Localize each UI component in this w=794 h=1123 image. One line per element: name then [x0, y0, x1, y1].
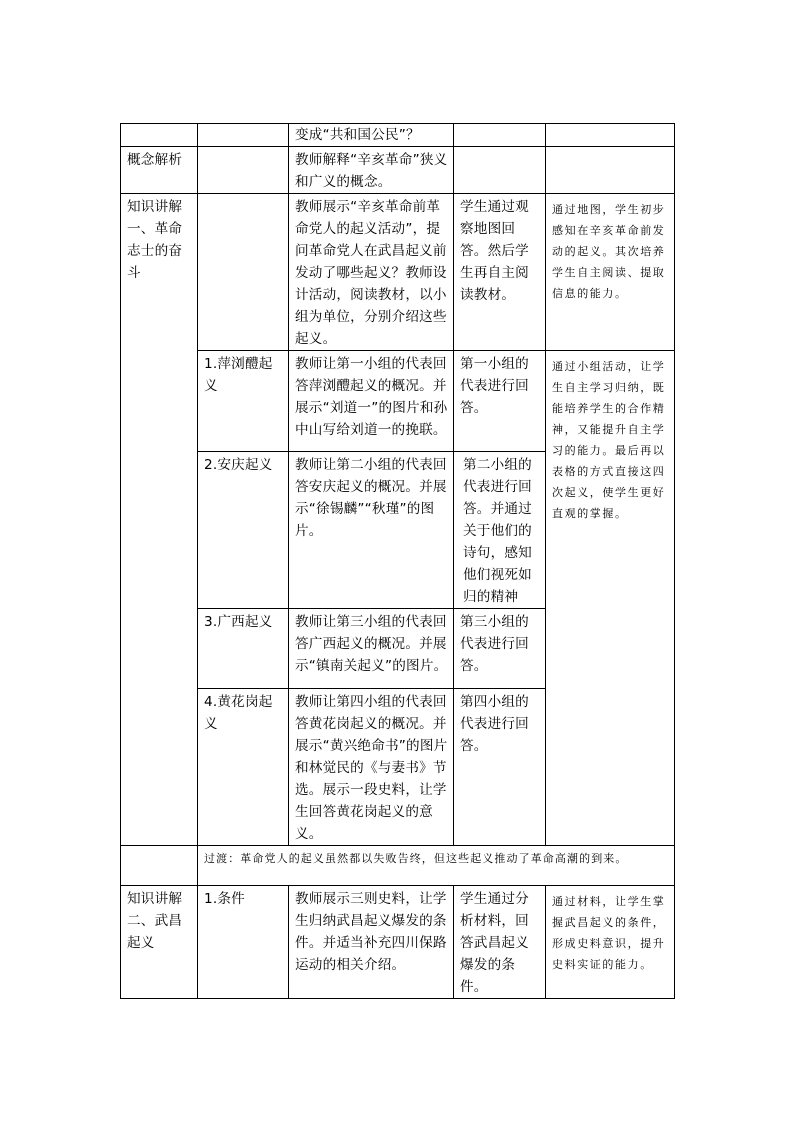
subtopic-label: 3.广西起义	[204, 614, 273, 630]
table-cell	[454, 194, 546, 351]
table-cell	[198, 452, 289, 609]
table-cell	[454, 609, 546, 689]
subtopic-label: 1.萍浏醴起义	[204, 356, 273, 394]
lesson-plan-table	[120, 123, 675, 999]
table-row	[121, 846, 675, 886]
table-cell	[289, 689, 454, 846]
design-intent-text: 通过小组活动，让学生自主学习归纳，既能培养学生的合作精神，又能提升自主学习的能力。最后再以表格的方式直接这四次起义，使学生更好直观的掌握。	[552, 360, 666, 520]
table-cell	[546, 886, 675, 999]
teacher-activity-text: 教师让第四小组的代表回答黄花岗起义的概况。并展示“黄兴绝命书”的图片和林觉民的《与妻书》节选。展示一段史料，让学生回答黄花岗起义的意义。	[295, 694, 448, 842]
table-cell	[546, 194, 675, 351]
teacher-activity-text: 教师展示“辛亥革命前革命党人的起义活动”，提问革命党人在武昌起义前发动了哪些起义？教师设计活动，阅读教材，以小组为单位，分别介绍这些起义。	[295, 199, 447, 347]
student-activity-text: 第四小组的代表进行回答。	[460, 694, 529, 754]
table-row	[121, 194, 675, 351]
table-cell	[198, 194, 289, 351]
table-cell	[546, 147, 675, 194]
table-cell	[289, 124, 454, 147]
table-cell	[289, 194, 454, 351]
table-cell	[121, 147, 198, 194]
table-cell	[454, 351, 546, 452]
teacher-activity-text: 变成“共和国公民”？	[295, 127, 420, 143]
table-cell	[198, 886, 289, 999]
table-cell	[198, 609, 289, 689]
table-cell	[454, 886, 546, 999]
table-row	[121, 351, 675, 452]
student-activity-text: 学生通过观察地图回答。然后学生再自主阅读教材。	[460, 199, 529, 303]
table-cell	[289, 609, 454, 689]
table-cell	[454, 452, 546, 609]
teacher-activity-text: 教师展示三则史料，让学生归纳武昌起义爆发的条件。并适当补充四川保路运动的相关介绍。	[295, 891, 447, 973]
table-cell	[121, 124, 198, 147]
table-cell	[198, 124, 289, 147]
table-cell	[121, 194, 198, 846]
design-intent-text: 通过地图，学生初步感知在辛亥革命前发动的起义。其次培养学生自主阅读、提取信息的能力。	[552, 203, 666, 300]
table-row	[121, 886, 675, 999]
table-cell	[198, 147, 289, 194]
student-activity-text: 第二小组的代表进行回答。并通过关于他们的诗句，感知他们视死如归的精神	[463, 457, 532, 605]
teacher-activity-text: 教师解释“辛亥革命”狭义和广义的概念。	[295, 152, 448, 190]
student-activity-text: 第三小组的代表进行回答。	[460, 614, 529, 674]
table-cell	[289, 147, 454, 194]
teacher-activity-text: 教师让第三小组的代表回答广西起义的概况。并展示“镇南关起义”的图片。	[295, 614, 448, 674]
table-cell	[198, 689, 289, 846]
subtopic-label: 1.条件	[204, 891, 245, 907]
table-cell	[546, 124, 675, 147]
table-cell	[121, 886, 198, 999]
table-cell	[198, 351, 289, 452]
table-cell	[198, 846, 675, 886]
table-cell	[454, 689, 546, 846]
table-cell	[289, 351, 454, 452]
table-cell	[289, 452, 454, 609]
table-cell	[454, 147, 546, 194]
table-cell	[289, 886, 454, 999]
table-cell	[454, 124, 546, 147]
teacher-activity-text: 教师让第一小组的代表回答萍浏醴起义的概况。并展示“刘道一”的图片和孙中山写给刘道一的挽联。	[295, 356, 448, 438]
student-activity-text: 第一小组的代表进行回答。	[460, 356, 529, 416]
design-intent-text: 通过材料，让学生掌握武昌起义的条件，形成史料意识，提升史料实证的能力。	[552, 895, 666, 971]
student-activity-text: 学生通过分析材料，回答武昌起义爆发的条件。	[460, 891, 529, 995]
section-label: 知识讲解二、武昌起义	[127, 891, 183, 951]
teacher-activity-text: 教师让第二小组的代表回答安庆起义的概况。并展示“徐锡麟”“秋瑾”的图片。	[295, 457, 447, 539]
section-label: 概念解析	[127, 152, 183, 168]
table-cell	[546, 351, 675, 846]
table-cell	[121, 846, 198, 886]
subtopic-label: 2.安庆起义	[204, 457, 273, 473]
table-row	[121, 124, 675, 147]
transition-text: 过渡：革命党人的起义虽然都以失败告终，但这些起义推动了革命高潮的到来。	[204, 852, 628, 865]
section-label: 知识讲解一、革命志士的奋斗	[127, 199, 183, 281]
table-row	[121, 147, 675, 194]
subtopic-label: 4.黄花岗起义	[204, 694, 273, 732]
